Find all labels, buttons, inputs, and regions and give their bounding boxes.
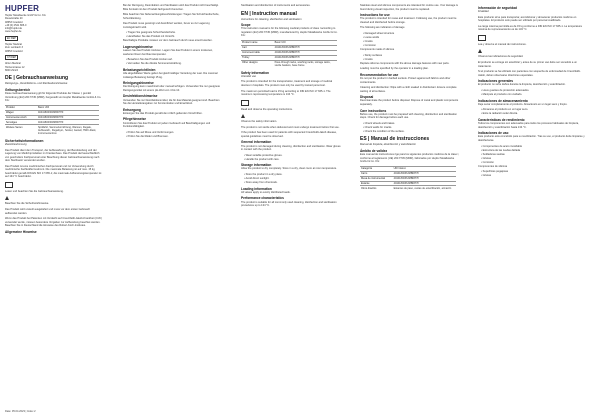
table-row: Categoría UDI básico xyxy=(360,166,456,171)
de-general-title: Allgemeine Hinweise xyxy=(5,229,37,234)
en-warn-text: Observe the safety information. xyxy=(241,120,278,124)
table-row: Produkt Basic UDI xyxy=(5,105,99,110)
es-general-title: Indicaciones generales xyxy=(478,79,514,84)
de-cleaning-title: Reinigungshinweise xyxy=(123,81,154,86)
es-storage-title: Indicaciones de almacenamiento xyxy=(478,98,528,103)
es-general-text: El producto no sufre daños durante la limpieza, desinfección y esterilización. xyxy=(478,83,566,87)
de-storage-title: Lagerungshinweise xyxy=(123,44,153,49)
list-item: • Check the condition of the surface. xyxy=(363,130,460,134)
en-recon-title: Recommendation for use xyxy=(360,72,399,77)
de-disinfection-title: Desinfektionshinweise xyxy=(123,94,158,99)
es-subtitle: Manual de limpieza, desinfección y esterilización xyxy=(360,143,416,147)
es-scope-text: Este manual de instrucciones rige para los siguientes productos médicos de la clase I, conforme al reglamento (UE) 2017/745 (MDR), fabricados por Hupfer Metallwerke GmbH & Co. KG: xyxy=(360,153,460,164)
de-safety-text: Das Produkt dient dem Transport, der Aufbewahrung, der Bereitstellung und der Lagerung von Medizinprodukten im Krankenhaus. Das Produkt darf ausschließlich von geschultem Fachpersonal unter Beachtung dieser Gebrauchsanweisung nach dem Sterilisator verwendet werden. xyxy=(5,148,100,163)
es-hint1: El producto se entrega sin esterilizar y antes de su primer uso debe ser sometido a un tratamiento. xyxy=(478,61,577,68)
ch-rep-symbol: CH REP xyxy=(7,56,17,60)
es-info-title: Información de seguridad xyxy=(478,6,517,10)
de2-text-2: Bitte beachten Sie Nebenwirkungsbeschränkungen: Tragen Sie Schutzhandschuhe, Schutzkleidung. xyxy=(123,13,220,20)
column-de-continued xyxy=(123,4,221,409)
es-scope-title: Ámbito de validez xyxy=(360,149,388,154)
de-scope-title: Geltungsbereich xyxy=(5,87,31,92)
column-en-es xyxy=(360,4,460,409)
es-warn-text: Observe las indicaciones de seguridad. xyxy=(478,55,524,59)
en-storage-title: Storage information xyxy=(241,163,272,168)
table-row: Estante 4044180036JMBDH7F xyxy=(360,181,456,186)
en-scope-text: This instruction manual is for the following medical products of class I according to regulation (EU) 2017/745 (MDR), manufactured by Hupfer Metallwerke GmbH & Co. KG: xyxy=(241,27,338,38)
list-item: • Evite la radiación solar directa. xyxy=(481,112,588,116)
es-storage-text: Deje secar completamente el producto. Almacénelo en un lugar seco y limpio. xyxy=(478,102,568,106)
table-row: Mesa de instrumental 4044180036JMBDH7F xyxy=(360,176,456,181)
warning-icon xyxy=(5,196,9,200)
list-item: • Almacene el producto en un lugar seco. xyxy=(481,108,588,112)
list-item: • Check wheels and brakes. xyxy=(363,122,460,126)
document-date: Date: 05.04.2023 | Index 2 xyxy=(5,410,36,413)
es-perf-title: Características de rendimiento xyxy=(478,117,525,122)
de-subtitle: Reinigungs-, Desinfektions- und Sterilisationshinweise xyxy=(5,82,68,86)
en-subtitle: Instructions for cleaning, disinfection and sterilisation xyxy=(241,17,302,21)
de-hint1: Das Produkt wird unsteril ausgeliefert und muss vor dem ersten Gebrauch aufbereitet werden. xyxy=(5,208,91,215)
en-perf-text: The product is suitable for all commonly used cleaning, disinfection and sterilisation procedures up to 134 °C. xyxy=(241,200,337,208)
de2-text-4: Beschädigte Produkte müssen vor dem Gebrauch durch neue ersetzt werden. xyxy=(123,39,213,43)
es-title: ES | Manual de instrucciones xyxy=(360,136,430,143)
manual-icon xyxy=(478,35,486,41)
es-info-sub: Finalidad xyxy=(478,10,489,14)
de-warn-text: Beachten Sie die Sicherheitshinweise. xyxy=(5,202,49,206)
list-item: • Prüfen Sie auf Risse und Verformungen. xyxy=(126,131,221,135)
list-item: • Grietas xyxy=(481,157,588,161)
en-comp-title: Components made of silicone xyxy=(360,48,395,52)
en-check-title: The following are indicators of damage xyxy=(360,26,405,30)
es-use-text: Este producto está concebido para su reutilización. Tras su uso, el producto debe limpiarse y desinfectarse. xyxy=(478,135,585,142)
manual-icon xyxy=(5,182,13,188)
en-general-text: The product is not damaged during cleaning, disinfection and sterilisation. Wear gloves in contact with the product. xyxy=(241,144,341,152)
en-hint2: If the product has been used for patients with suspected Creutzfeldt-Jakob disease, special guidelines must be observed. xyxy=(241,131,337,138)
en2-text-2: Replace silicone components with the above damage features with new parts. xyxy=(360,61,450,65)
de-loading-title: Belastungsrichtlinien xyxy=(123,67,156,72)
list-item: • Corrosión xyxy=(481,161,588,165)
de-disposal-title: Entsorgung xyxy=(123,107,141,112)
en-safety-sub: Intended use xyxy=(241,74,256,78)
column-es xyxy=(478,4,588,409)
es-comp-title: Componentes de silicona xyxy=(478,164,508,168)
en2-text-1: Stainless steel and silicone components are tolerated for routine use. Your damage is found during visual inspection, the product must be replaced. xyxy=(360,4,458,11)
list-item: • Soldaduras sueltas xyxy=(481,153,588,157)
list-item: • Superficies pegajosas xyxy=(481,170,588,174)
en-product-table xyxy=(241,40,337,68)
en-title: EN | Instruction manual xyxy=(241,10,297,17)
list-item: • Store away from chemicals. xyxy=(244,181,341,185)
list-item: • Avoid direct sunlight. xyxy=(244,177,341,181)
es-read-text: Lea y observe el manual de instrucciones. xyxy=(478,42,527,46)
table-row: Instrumenten-tisch 4044180036JMBDH7F xyxy=(5,115,99,120)
en-instr-text: The product is intended for reuse and treatment. Following use, the product must be cleaned and disinfected before storage. xyxy=(360,17,457,24)
es-hint2: Si el producto se ha utilizado con pacientes con sospecha de enfermedad de Creutzfeldt-Jakob, deben observarse directrices especiales. xyxy=(478,70,581,77)
es-info-text2: La carga máxima permitida es de 15 kg conforme a DIN EN ISO 17 665-1. La temperatura máxima de reprocesamiento es de 134 °C. xyxy=(478,24,582,32)
en-care-text: Before use, the product must be prepared with cleaning, disinfection and sterilisation steps. Check for damage before each use. xyxy=(360,112,457,120)
ec-rep-symbol: EC REP xyxy=(7,36,16,40)
list-item: • Cracks xyxy=(363,58,460,62)
en-recon-text: Do not put the product in barbed sockets. Protect against soft fabrics and other contaminants. xyxy=(360,77,451,84)
distributor-address: Hupfer Medical Zum Leinbach 3 48653 Coesfeld xyxy=(5,43,23,53)
warning-icon xyxy=(241,114,245,118)
table-row: Wagen 4044180036JMBDH7F xyxy=(5,110,99,115)
list-item: • Bewahren Sie das Produkt trocken auf. xyxy=(126,58,221,62)
ec-rep-symbol-row xyxy=(5,36,103,41)
en-instr-title: Instructions for use xyxy=(360,13,390,18)
manufacturer-address: Hupfer Metallwerke GmbH & Co. KG Dieselstraße 20 48653 Coesfeld +49 (0) 2541 805-0 info@hupfer.de www.hupfer.de xyxy=(5,14,46,34)
de-read-text: Lesen und beachten Sie die Gebrauchsanweisung. xyxy=(5,189,64,193)
de-safety-title: Sicherheitsinformationen xyxy=(5,138,44,143)
swiss-rep-address: Ahlen Medical Hotzenstrasse 12 8000 Zürich xyxy=(5,62,25,73)
en-disp-title: Disposal xyxy=(360,95,374,100)
de-title: DE | Gebrauchsanweisung xyxy=(5,75,69,82)
list-item: • Sticky surfaces xyxy=(363,54,460,58)
es-use-title: Indicaciones de uso xyxy=(478,131,509,136)
en-read-text: Read and observe the operating instructions. xyxy=(241,107,293,111)
table-row: Cart 4044180036JMBDH7F xyxy=(241,45,337,50)
en-disp-text: Decontaminate the product before disposal. Dispose of metal and plastic components separately. xyxy=(360,99,459,106)
column-en xyxy=(241,4,341,409)
list-item: • Check welds for cracks. xyxy=(363,126,460,130)
de-safety-sub: Zweckbestimmung xyxy=(5,143,27,147)
en-general-title: General information xyxy=(241,140,272,145)
es-perf-text: Todos los componentes son adecuados para todos los procesos habituales de limpieza, desinfección y esterilización hasta 134 °C. xyxy=(478,122,579,129)
en-perf-title: Performance characteristics xyxy=(241,196,284,201)
column-de xyxy=(5,4,103,409)
de2-text-1: Bei der Reinigung, Desinfektion und Sterilisation wird das Produkt nicht beschädigt. Bitte Kontakt mit dem Produkt fachgerecht benutzen. xyxy=(123,4,219,11)
list-item: • Grietas xyxy=(481,174,588,178)
list-item: • Store the product in a dry place. xyxy=(244,173,341,177)
de-scope-text: Diese Gebrauchsanweisung gilt für folgende Produkte der Klasse I, gemäß Verordnung (EU) 2017/745 (MDR), hergestellt von Hupfer Metallwerke GmbH & Co. KG: xyxy=(5,92,102,103)
en-care-title: Care instructions xyxy=(360,108,387,113)
table-row: Carro 4044180036JMBDH7F xyxy=(360,171,456,176)
list-item: • Prüfen Sie die Räder und Bremsen. xyxy=(126,135,221,139)
list-item: • Componentes de acero inoxidable xyxy=(481,145,588,149)
list-item: • Vermeiden Sie die direkte Sonneneinstrahlung. xyxy=(126,62,221,66)
de-product-table xyxy=(5,105,99,136)
de-storage-text: Lassen Sie das Produkt trocknen. Lagern Sie das Produkt in einem trockenen, sauberen Raum bei Raumtemperatur. xyxy=(123,49,213,56)
en2-text-3: Loading must be specified by the operator in a loading plan. xyxy=(360,67,429,71)
es-product-table xyxy=(360,166,456,190)
de2-text-3: Das Produkt muss gereinigt und desinfiziert werden, bevor es zur Lagerung zurückgebracht wird. xyxy=(123,22,210,29)
list-item: • Estructura de las ruedas dañada xyxy=(481,149,588,153)
list-item: • Lleve guantes de protección adecuados. xyxy=(481,89,588,93)
list-item: • Wear suitable protective gloves. xyxy=(244,154,341,158)
manual-icon xyxy=(241,100,249,106)
de-care-text: Kontrollieren Sie das Produkt vor jedem Gebrauch auf Beschädigungen und Funktionsfähigkeit. xyxy=(123,121,211,129)
de-care-title: Pflegehinweise xyxy=(123,117,147,122)
table-row: Weitere Serien Spülfahrt, Sammelvorrichtung, Wannen, Regale, Aufbewahr., Regalsyst., Sockel, Gestell, HWC-Rack, Instrumentenbox xyxy=(5,125,99,136)
en-intro: Sterilisation and disinfection of instruments and accessories. xyxy=(241,4,311,7)
en-safety-text: The product is intended for the transportation, treatment and storage of medical devices in hospitals. The product must only be used by trained personnel. xyxy=(241,80,333,87)
warning-icon xyxy=(478,49,482,53)
list-item: • Handle the product with care. xyxy=(244,158,341,162)
en-loading-text: All values apply to evenly distributed loads. xyxy=(241,190,291,194)
table-row: Product name Basic UDI xyxy=(241,40,337,45)
de-disposal-text: Entsorgen Sie das Produkt gemäß den örtlich geltenden Vorschriften. xyxy=(123,111,203,115)
table-row: Trolley 4044180036JMBDH7F xyxy=(241,55,337,60)
table-row: Instrument table 4044180036JMBDH7F xyxy=(241,50,337,55)
list-item: • Damaged wheel structure xyxy=(363,32,460,36)
es-info-text: Este producto sirve para transportar, acondicionar y almacenar productos médicos en hospitales. El producto solo puede ser utilizado por personal cualificado. xyxy=(478,15,577,23)
de-hint2: Wenn das Produkt bei Patienten mit Verdacht auf Creutzfeldt-Jakob-Krankheit (CJK) verwendet wurde, müssen besondere Vorgaben zur Aufbereitung beachtet werden. Beachten Sie in Deutschland die Hinweise des Robert-Koch-Institutes. xyxy=(5,217,102,228)
en-safety-title: Safety information xyxy=(241,70,269,75)
hupfer-logo: HUPFER xyxy=(5,4,40,13)
list-item: • Loose welds xyxy=(363,36,460,40)
list-item: • Corrosion xyxy=(363,44,460,48)
table-row: Other designs Pass-through racks, washing racks, storage racks, sterile baskets, base frame xyxy=(241,60,337,68)
ch-rep-symbol-row xyxy=(5,55,103,60)
en-safety-text2: The maximum permitted load is 15 kg according to DIN EN ISO 17 665-1. The maximum reprocessing temperature is 134 °C. xyxy=(241,89,331,97)
de-loading-text: Alle abgebildeten Werte gelten bei gleichmäßiger Verteilung der Last. Die maximal zulässige Belastung beträgt 15 kg. xyxy=(123,72,218,79)
table-row: Sonstiges 4044180036JMBDH7F xyxy=(5,120,99,125)
list-item: • Manipule el producto con cuidado. xyxy=(481,93,588,97)
en-recon-text2: Cleaning and disinfection: Wipe with a cloth soaked in disinfectant. Ensure complete wetting of all surfaces. xyxy=(360,86,457,93)
de-safety-text2: Das Produkt ist eine medizinischen Fachpersonal und zur Verwendung durch medizinische Fachkräfte bestimmt. Die maximale Belastung ist auf max. 15 kg beschränkt gemäß DIN EN ISO 17 665-1; die maximale Aufbereitungstemperatur ist auf 134 °C beschränkt. xyxy=(5,164,102,179)
list-item: • Cracks xyxy=(363,40,460,44)
en-hint1: The product is not sterile when delivered and must undergo treatment before first use. xyxy=(241,125,340,129)
en-loading-title: Loading information xyxy=(241,186,272,191)
de-disinfection-text: Verwenden Sie nur Desinfektionsmittel, die für das Material geeignet sind. Beachten Sie die Herstellerangaben zur Konzentration und Einwirkzeit. xyxy=(123,98,220,106)
list-item: • Handhaben Sie das Produkt mit Vorsicht. xyxy=(126,35,221,39)
en-storage-text: Allow the product to dry completely. Store in a dry, clean room at room temperature. xyxy=(241,167,337,171)
de-cleaning-text: Die Reinigung kann maschinell oder manuell erfolgen. Verwenden Sie nur geeignete Reinigungsmittel mit einem pH-Wert von 4 bis 10. xyxy=(123,85,220,92)
list-item: • Tragen Sie geeignete Schutzhandschuhe. xyxy=(126,31,221,35)
table-row: Otros diseños Estantes de paso, cestas de esterilización, armazón xyxy=(360,186,456,190)
en-scope-title: Scope xyxy=(241,23,251,28)
